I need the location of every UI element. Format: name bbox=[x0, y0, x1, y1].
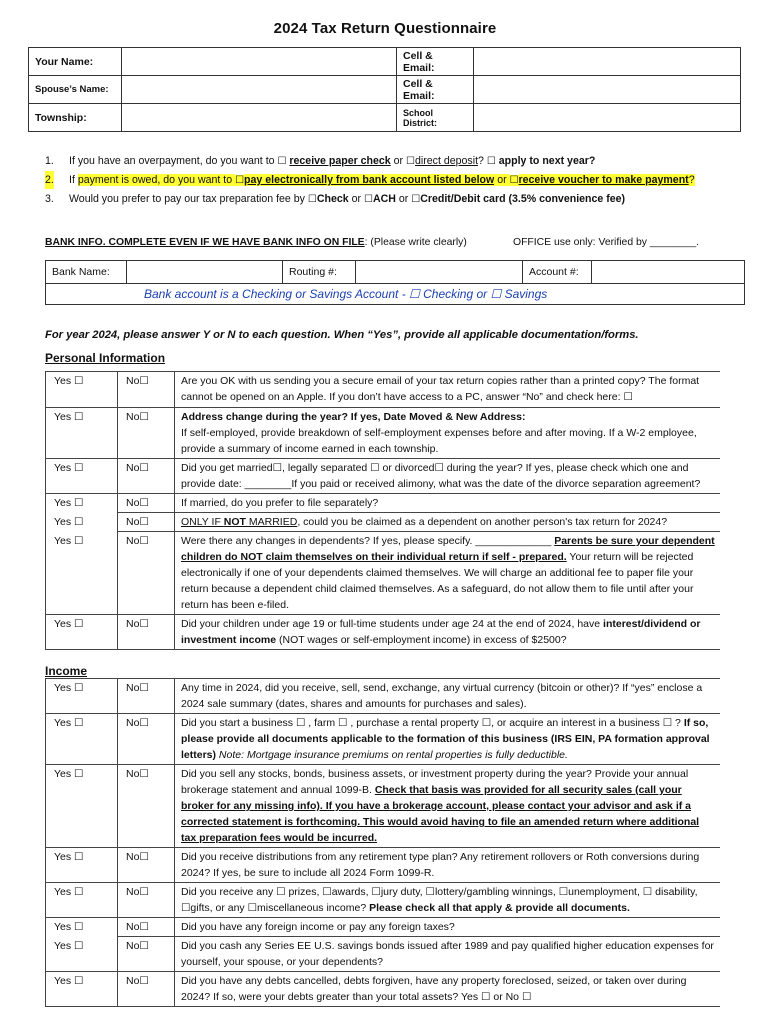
question-text: Any time in 2024, did you receive, sell, send, exchange, any virtual currency (bitcoin or other)? If “yes” enclose a 2024 sale summary (dates, shares and amounts for purchases and sales). bbox=[175, 679, 721, 714]
question-text: Did you sell any stocks, bonds, business assets, or investment property during the year? Provide your annual brokerage statement and annual 1099-B. Check that basis was provided for all security sales (call your broker for any missing info). If you have a brokerage account, please contact your advisor and ask if a corrected statement is forthcoming. This would avoid having to file an amended return where additional tax preparation fees would be incurred. bbox=[175, 765, 721, 848]
question-text: If married, do you prefer to file separately? bbox=[175, 494, 721, 513]
school-district-label: School District: bbox=[397, 104, 474, 132]
question-text: Did you get married☐, legally separated ☐ or divorced☐ during the year? If yes, please check which one and provide date: ________If you paid or received alimony, what was the date of the divorce separation agreement? bbox=[175, 459, 721, 494]
bank-info-table bbox=[45, 260, 745, 305]
checkbox[interactable]: ☐ bbox=[235, 175, 245, 186]
no-checkbox[interactable]: No☐ bbox=[118, 513, 175, 532]
account-label: Account #: bbox=[523, 261, 592, 284]
no-checkbox[interactable]: No☐ bbox=[118, 883, 175, 918]
question-row bbox=[46, 615, 721, 650]
question-row bbox=[46, 408, 721, 459]
question-text: Did you receive distributions from any retirement type plan? Any retirement rollovers or Roth conversions during 2024? If yes, be sure to include all 2024 Form 1099-R. bbox=[175, 848, 721, 883]
bank-name-label: Bank Name: bbox=[46, 261, 127, 284]
question-text: Address change during the year? If yes, Date Moved & New Address: If self-employed, provide breakdown of self-employment expenses before and after moving. If a W-2 employee, provide a summary of income earned in each township. bbox=[175, 408, 721, 459]
yes-checkbox[interactable]: Yes ☐ bbox=[46, 679, 118, 714]
spouse-name-label: Spouse’s Name: bbox=[29, 76, 122, 104]
question-text: Did you cash any Series EE U.S. savings bonds issued after 1989 and pay qualified higher education expenses for yourself, your spouse, or your dependents? bbox=[175, 937, 721, 972]
no-checkbox[interactable]: No☐ bbox=[118, 679, 175, 714]
your-name-field[interactable] bbox=[122, 48, 397, 76]
yes-checkbox[interactable]: Yes ☐ bbox=[46, 459, 118, 494]
account-field[interactable] bbox=[592, 261, 745, 284]
yes-checkbox[interactable]: Yes ☐ bbox=[46, 372, 118, 408]
school-district-field[interactable] bbox=[474, 104, 741, 132]
question-row bbox=[46, 918, 721, 937]
question-row bbox=[46, 459, 721, 494]
question-row bbox=[46, 513, 721, 532]
question-text: Are you OK with us sending you a secure email of your tax return copies rather than a printed copy? The format cannot be opened on an Apple. If you don’t have access to a PC, answer “No” and check here: ☐ bbox=[175, 372, 721, 408]
no-checkbox[interactable]: No☐ bbox=[118, 494, 175, 513]
checkbox[interactable]: ☐ bbox=[509, 175, 519, 186]
office-use-note: OFFICE use only: Verified by ________. bbox=[513, 237, 699, 248]
yes-checkbox[interactable]: Yes ☐ bbox=[46, 883, 118, 918]
no-checkbox[interactable]: No☐ bbox=[118, 714, 175, 765]
routing-field[interactable] bbox=[356, 261, 523, 284]
no-checkbox[interactable]: No☐ bbox=[118, 408, 175, 459]
question-text: Did you receive any ☐ prizes, ☐awards, ☐jury duty, ☐lottery/gambling winnings, ☐unemployment, ☐ disability, ☐gifts, or any ☐miscellaneous income? Please check all that apply & provide all documents. bbox=[175, 883, 721, 918]
checkbox[interactable]: ☐ bbox=[486, 156, 496, 167]
no-checkbox[interactable]: No☐ bbox=[118, 918, 175, 937]
income-heading: Income bbox=[45, 664, 88, 678]
personal-questions-table bbox=[45, 371, 720, 650]
yes-checkbox[interactable]: Yes ☐ bbox=[46, 408, 118, 459]
income-questions-table bbox=[45, 678, 720, 1007]
question-text: Did you start a business ☐ , farm ☐ , purchase a rental property ☐, or acquire an interest in a business ☐ ? If so, please provide all documents applicable to the formation of this business (IRS EIN, PA formation approval letters) Note: Mortgage insurance premiums on rental properties is fully deductible. bbox=[175, 714, 721, 765]
question-row bbox=[46, 372, 721, 408]
checkbox[interactable]: ☐ bbox=[277, 156, 287, 167]
question-row bbox=[46, 848, 721, 883]
bank-info-heading: BANK INFO. COMPLETE EVEN IF WE HAVE BANK INFO ON FILE: (Please write clearly) OFFICE use only: Verified by ________. bbox=[45, 237, 699, 248]
question-row bbox=[46, 679, 721, 714]
question-row bbox=[46, 765, 721, 848]
question-text: Did you have any foreign income or pay any foreign taxes? bbox=[175, 918, 721, 937]
fee-payment-question: 3. Would you prefer to pay our tax preparation fee by ☐Check or ☐ACH or ☐Credit/Debit card (3.5% convenience fee) bbox=[45, 193, 626, 205]
township-label: Township: bbox=[29, 104, 122, 132]
no-checkbox[interactable]: No☐ bbox=[118, 848, 175, 883]
spouse-cell-email-field[interactable] bbox=[474, 76, 741, 104]
question-text: Were there any changes in dependents? If yes, please specify. _____________ Parents be sure your dependent children do NOT claim themselves on their individual return if self - prepared. Your return will be rejected electronically if one of your dependents claimed themselves. We will charge an additional fee to paper file your return because a dependent child claimed themselves. As a safeguard, do not allow them to file until after your return has been e-filed. bbox=[175, 532, 721, 615]
yes-checkbox[interactable]: Yes ☐ bbox=[46, 937, 118, 972]
page-title: 2024 Tax Return Questionnaire bbox=[273, 20, 497, 37]
your-name-label: Your Name: bbox=[29, 48, 122, 76]
spouse-cell-email-label: Cell & Email: bbox=[397, 76, 474, 104]
routing-label: Routing #: bbox=[283, 261, 356, 284]
yes-checkbox[interactable]: Yes ☐ bbox=[46, 918, 118, 937]
overpayment-question: 1. If you have an overpayment, do you want to ☐ receive paper check or ☐direct deposit? ☐ apply to next year? bbox=[45, 155, 596, 167]
cell-email-field[interactable] bbox=[474, 48, 741, 76]
cell-email-label: Cell & Email: bbox=[397, 48, 474, 76]
yes-checkbox[interactable]: Yes ☐ bbox=[46, 513, 118, 532]
payment-owed-question: 2. If payment is owed, do you want to ☐pay electronically from bank account listed below or ☐receive voucher to make payment? bbox=[45, 171, 745, 190]
spouse-name-field[interactable] bbox=[122, 76, 397, 104]
no-checkbox[interactable]: No☐ bbox=[118, 765, 175, 848]
question-text: Did you have any debts cancelled, debts forgiven, have any property foreclosed, seized, or taken over during 2024? If so, were your debts greater than your total assets? Yes ☐ or No ☐ bbox=[175, 972, 721, 1007]
question-text: ONLY IF NOT MARRIED, could you be claimed as a dependent on another person's tax return for 2024? bbox=[175, 513, 721, 532]
question-row bbox=[46, 494, 721, 513]
question-row bbox=[46, 883, 721, 918]
instructions-text: For year 2024, please answer Y or N to each question. When “Yes”, provide all applicable documentation/forms. bbox=[45, 329, 639, 341]
question-row bbox=[46, 714, 721, 765]
checkbox[interactable]: ☐ bbox=[411, 194, 421, 205]
yes-checkbox[interactable]: Yes ☐ bbox=[46, 494, 118, 513]
no-checkbox[interactable]: No☐ bbox=[118, 459, 175, 494]
no-checkbox[interactable]: No☐ bbox=[118, 615, 175, 650]
yes-checkbox[interactable]: Yes ☐ bbox=[46, 765, 118, 848]
question-row bbox=[46, 532, 721, 615]
no-checkbox[interactable]: No☐ bbox=[118, 937, 175, 972]
question-row bbox=[46, 937, 721, 972]
bank-name-field[interactable] bbox=[127, 261, 283, 284]
yes-checkbox[interactable]: Yes ☐ bbox=[46, 848, 118, 883]
township-field[interactable] bbox=[122, 104, 397, 132]
payment-questions bbox=[45, 152, 745, 209]
account-type-line[interactable]: Bank account is a Checking or Savings Account - ☐ Checking or ☐ Savings bbox=[46, 284, 745, 305]
no-checkbox[interactable]: No☐ bbox=[118, 372, 175, 408]
no-checkbox[interactable]: No☐ bbox=[118, 532, 175, 615]
yes-checkbox[interactable]: Yes ☐ bbox=[46, 615, 118, 650]
question-row bbox=[46, 972, 721, 1007]
yes-checkbox[interactable]: Yes ☐ bbox=[46, 972, 118, 1007]
personal-info-heading: Personal Information bbox=[45, 351, 166, 365]
no-checkbox[interactable]: No☐ bbox=[118, 972, 175, 1007]
contact-info-table bbox=[28, 47, 741, 132]
checkbox[interactable]: ☐ bbox=[363, 194, 373, 205]
question-text: Did your children under age 19 or full-time students under age 24 at the end of 2024, have interest/dividend or investment income (NOT wages or self-employment income) in excess of $2500? bbox=[175, 615, 721, 650]
checkbox[interactable]: ☐ bbox=[307, 194, 317, 205]
yes-checkbox[interactable]: Yes ☐ bbox=[46, 714, 118, 765]
yes-checkbox[interactable]: Yes ☐ bbox=[46, 532, 118, 615]
checkbox[interactable]: ☐ bbox=[406, 156, 415, 167]
